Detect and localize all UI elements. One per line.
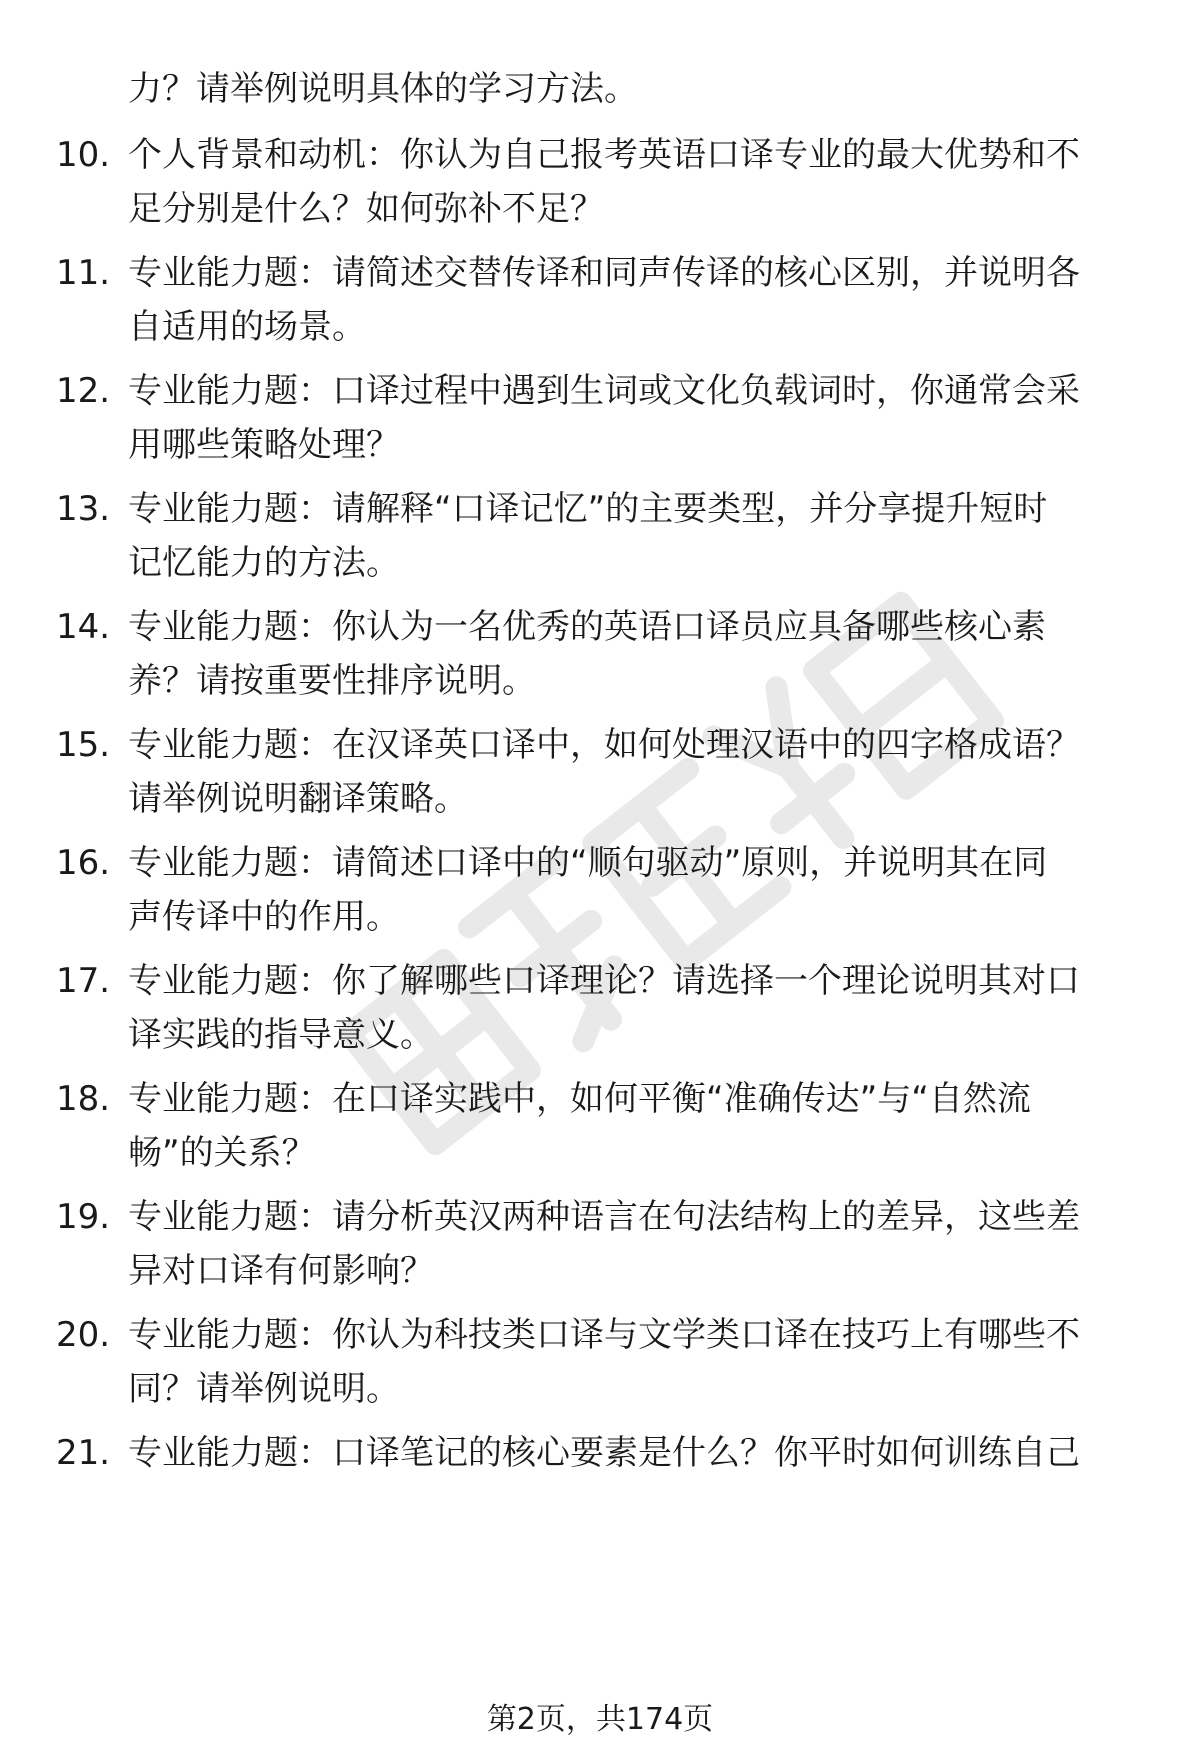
question-text — [128, 364, 1138, 472]
question-number: 19. — [56, 1197, 111, 1237]
question-text-line: 专业能力题：请简述交替传译和同声传译的核心区别，并说明各 — [128, 253, 1080, 293]
question-text — [128, 600, 1138, 708]
page-footer: 第2页，共174页 — [486, 1702, 714, 1737]
question-number: 15. — [56, 725, 111, 765]
question-text-line: 异对口译有何影响？ — [128, 1251, 434, 1291]
question-text-line: 记忆能力的方法。 — [128, 543, 400, 583]
question-text-line: 专业能力题：你认为一名优秀的英语口译员应具备哪些核心素 — [128, 607, 1046, 647]
question-text — [128, 1426, 1138, 1480]
question-text-line: 畅”的关系？ — [128, 1133, 316, 1173]
question-number: 16. — [56, 843, 111, 883]
question-text-line: 专业能力题：口译笔记的核心要素是什么？你平时如何训练自己 — [128, 1433, 1080, 1473]
question-text-line: 专业能力题：你了解哪些口译理论？请选择一个理论说明其对口 — [128, 961, 1080, 1001]
question-number: 13. — [56, 489, 111, 529]
question-text — [128, 1190, 1138, 1298]
question-text — [128, 1308, 1138, 1416]
question-text-line: 专业能力题：口译过程中遇到生词或文化负载词时，你通常会采 — [128, 371, 1080, 411]
question-number: 10. — [56, 135, 111, 175]
question-number: 17. — [56, 961, 111, 1001]
question-text-line: 同？请举例说明。 — [128, 1369, 400, 1409]
question-text-line: 译实践的指导意义。 — [128, 1015, 434, 1055]
question-number: 18. — [56, 1079, 111, 1119]
question-text-line: 个人背景和动机：你认为自己报考英语口译专业的最大优势和不 — [128, 135, 1080, 175]
question-text — [128, 1072, 1138, 1180]
question-text-line: 用哪些策略处理？ — [128, 425, 400, 465]
question-text — [128, 482, 1138, 590]
question-number: 12. — [56, 371, 111, 411]
question-text-line: 专业能力题：请分析英汉两种语言在句法结构上的差异，这些差 — [128, 1197, 1080, 1237]
question-number: 21. — [56, 1433, 111, 1473]
question-number: 11. — [56, 253, 111, 293]
question-text — [128, 718, 1138, 826]
question-text-line: 足分别是什么？如何弥补不足？ — [128, 189, 604, 229]
question-text — [128, 128, 1138, 236]
question-text-line: 专业能力题：请解释“口译记忆”的主要类型，并分享提升短时 — [128, 489, 1048, 529]
question-number: 14. — [56, 607, 111, 647]
question-text-line: 专业能力题：请简述口译中的“顺句驱动”原则，并说明其在同 — [128, 843, 1048, 883]
question-text — [128, 836, 1138, 944]
continued-question-text: 力？请举例说明具体的学习方法。 — [128, 69, 638, 109]
question-text-line: 养？请按重要性排序说明。 — [128, 661, 536, 701]
question-text — [128, 954, 1138, 1062]
question-text-line: 声传译中的作用。 — [128, 897, 400, 937]
question-text-line: 专业能力题：在口译实践中，如何平衡“准确传达”与“自然流 — [128, 1079, 1031, 1119]
question-text-line: 自适用的场景。 — [128, 307, 366, 347]
question-text-line: 请举例说明翻译策略。 — [128, 779, 468, 819]
question-text-line: 专业能力题：在汉译英口译中，如何处理汉语中的四字格成语？ — [128, 725, 1080, 765]
question-text — [128, 246, 1138, 354]
question-text-line: 专业能力题：你认为科技类口译与文学类口译在技巧上有哪些不 — [128, 1315, 1080, 1355]
question-number: 20. — [56, 1315, 111, 1355]
